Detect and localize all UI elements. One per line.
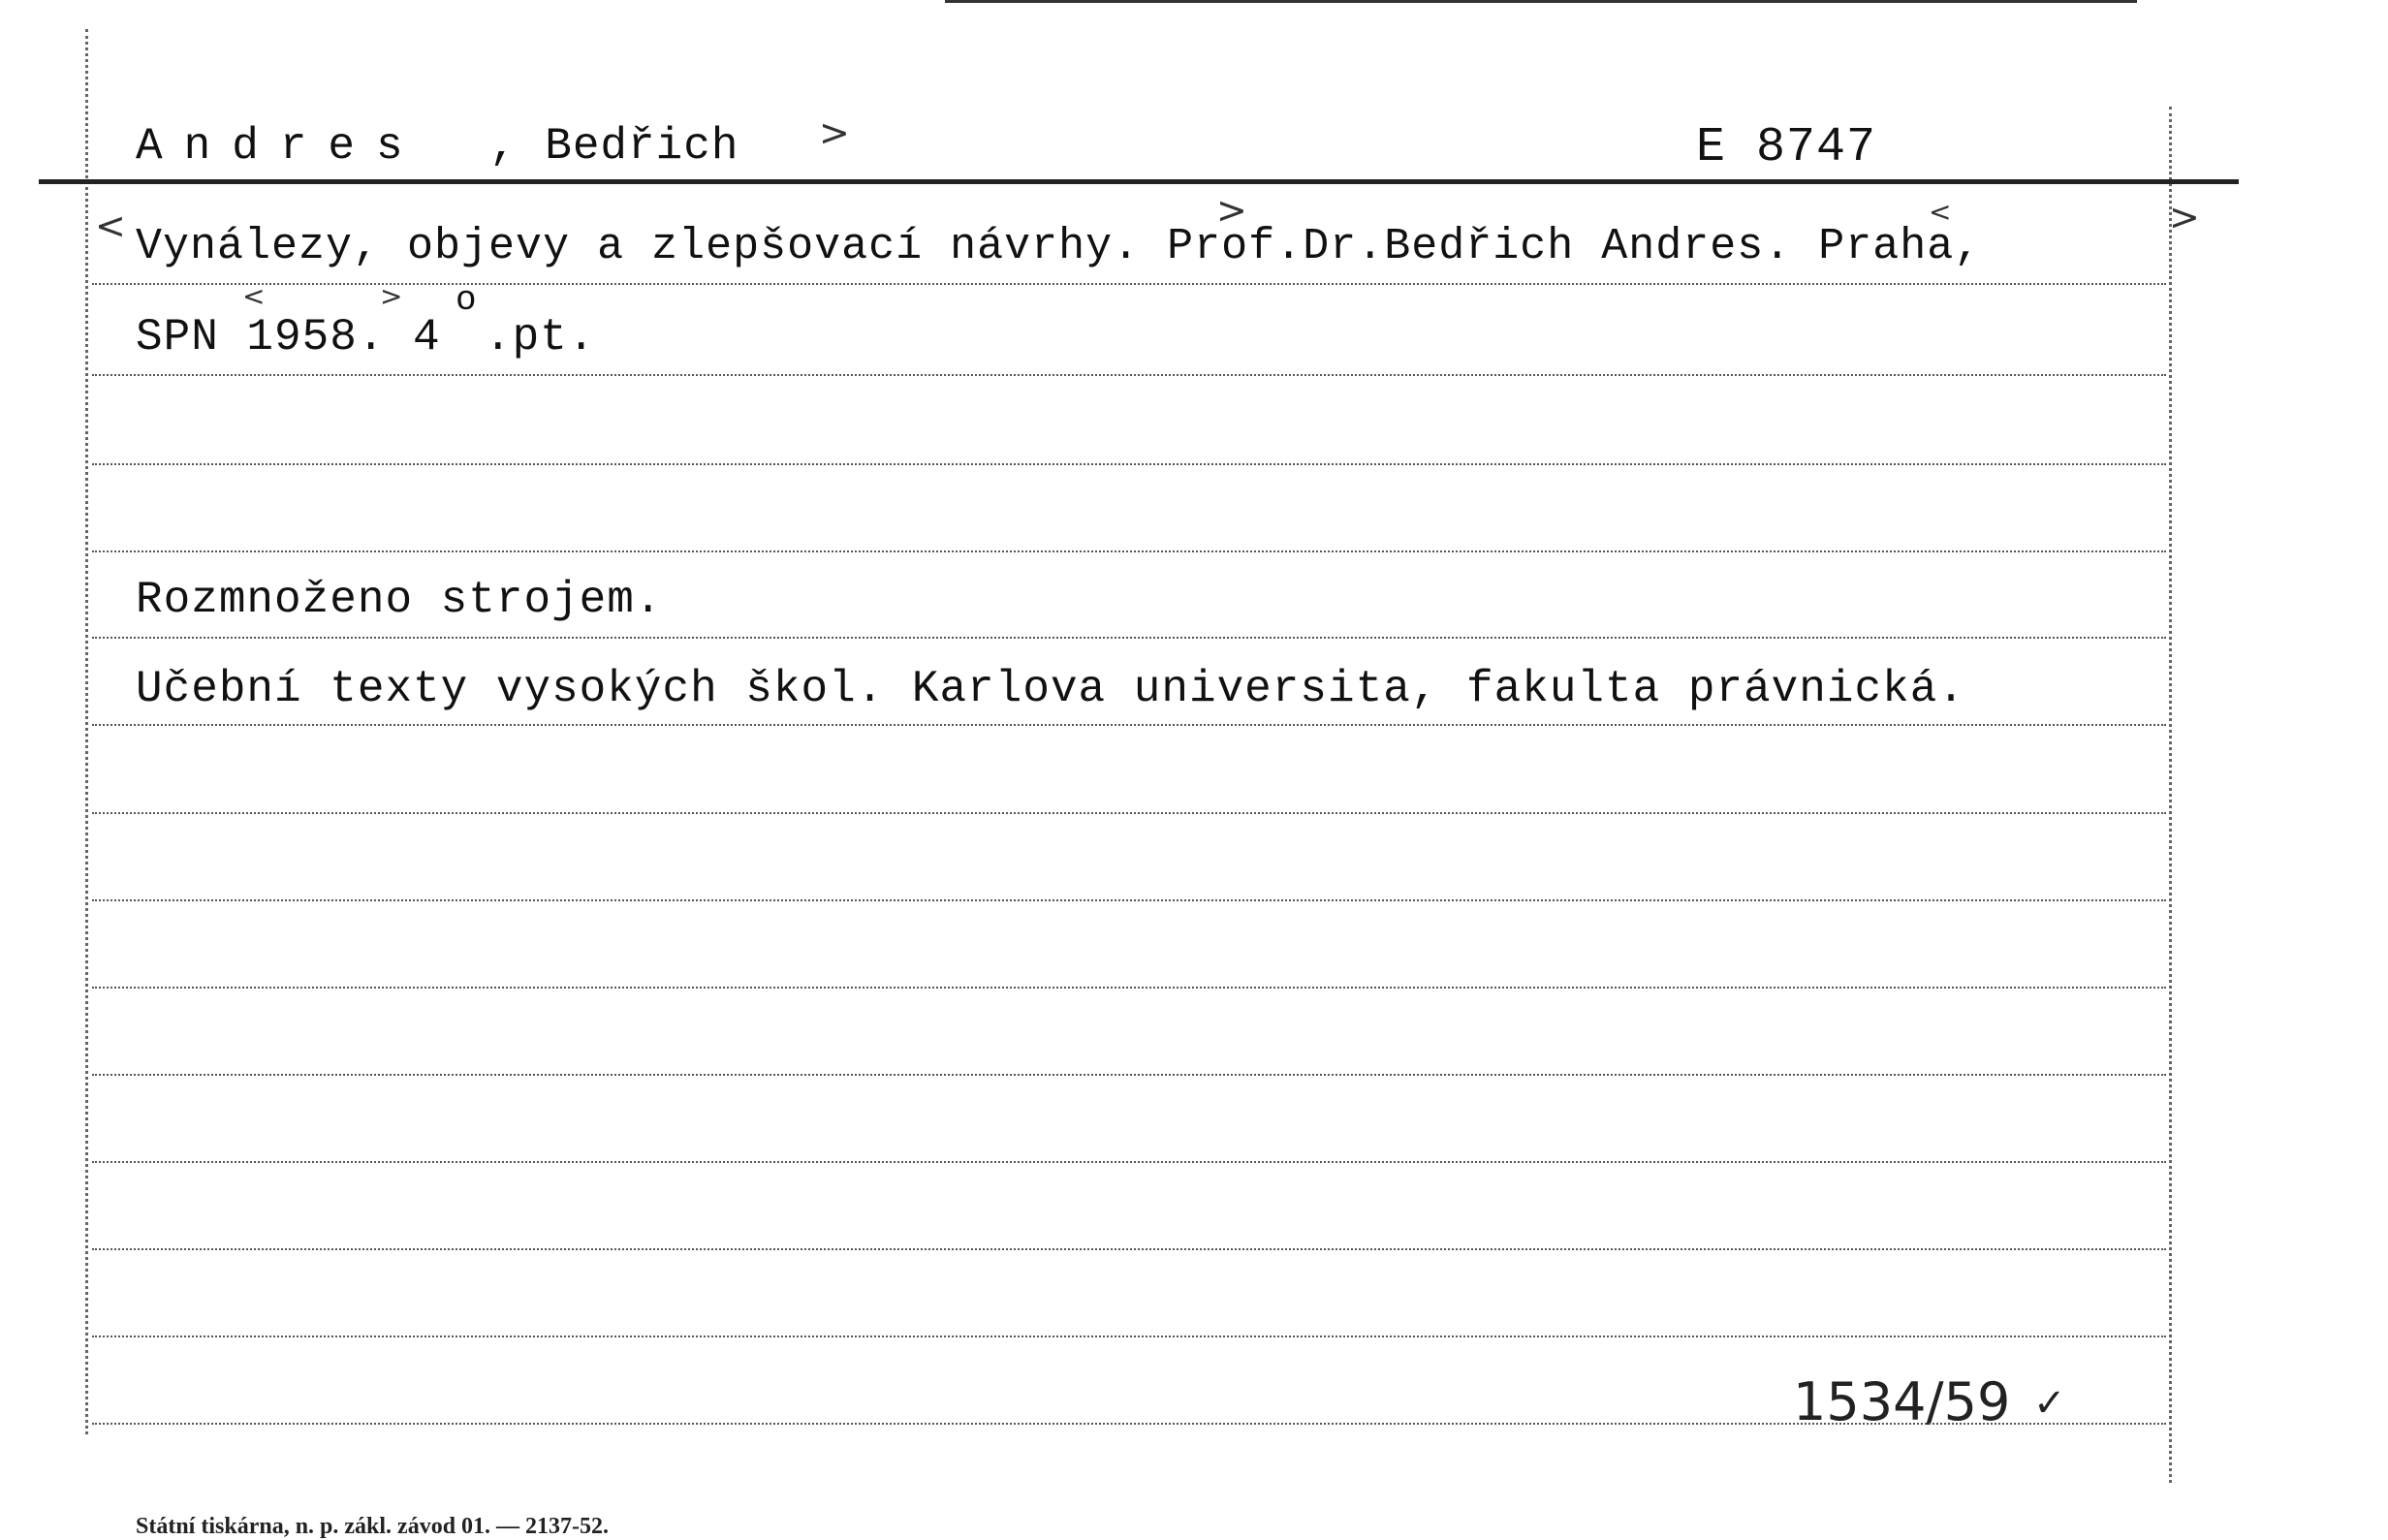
author-surname: Andres bbox=[136, 121, 424, 172]
title-line: Vynálezy, objevy a zlepšovací návrhy. Prof.Dr.Bedřich Andres. Praha, bbox=[136, 222, 1982, 271]
ruled-line bbox=[92, 374, 2166, 376]
bracket-mark: > bbox=[819, 111, 850, 154]
ruled-line bbox=[92, 1161, 2166, 1163]
note-series: Učební texty vysokých škol. Karlova universita, fakulta právnická. bbox=[136, 664, 1965, 714]
bracket-mark: < bbox=[1929, 196, 1952, 228]
bracket-mark: > bbox=[380, 280, 403, 312]
header-rule bbox=[39, 179, 2239, 184]
right-margin-dots bbox=[2169, 107, 2172, 1483]
printer-imprint: Státní tiskárna, n. p. zákl. závod 01. — 2137-52. bbox=[136, 1514, 610, 1539]
call-number: E 8747 bbox=[1696, 120, 1877, 175]
ruled-line bbox=[92, 724, 2166, 726]
ruled-line bbox=[92, 1074, 2166, 1076]
ruled-line bbox=[92, 283, 2166, 285]
format-suffix: .pt. bbox=[485, 312, 596, 362]
author-given-name: , Bedřich bbox=[489, 121, 739, 172]
top-edge-rule bbox=[945, 0, 2137, 3]
ruled-line bbox=[92, 550, 2166, 552]
left-margin-dots bbox=[85, 29, 88, 1434]
ruled-line bbox=[92, 1336, 2166, 1337]
ruled-line bbox=[92, 987, 2166, 989]
ruled-line bbox=[92, 463, 2166, 465]
bracket-mark: > bbox=[2169, 196, 2200, 238]
bracket-mark: < bbox=[242, 280, 266, 312]
bracket-mark: < bbox=[95, 204, 126, 247]
ruled-line bbox=[92, 812, 2166, 814]
ruled-line bbox=[92, 1423, 2166, 1425]
publication-line: SPN 1958. 4 bbox=[136, 312, 441, 362]
note-reproduction: Rozmnoženo strojem. bbox=[136, 575, 663, 625]
ruled-line bbox=[92, 637, 2166, 639]
bracket-mark: > bbox=[1216, 189, 1247, 232]
accession-number: 1534/59 bbox=[1793, 1371, 2011, 1432]
ruled-line bbox=[92, 899, 2166, 901]
ruled-line bbox=[92, 1248, 2166, 1250]
format-superscript: o bbox=[456, 280, 478, 320]
check-mark: ✓ bbox=[2033, 1381, 2066, 1426]
